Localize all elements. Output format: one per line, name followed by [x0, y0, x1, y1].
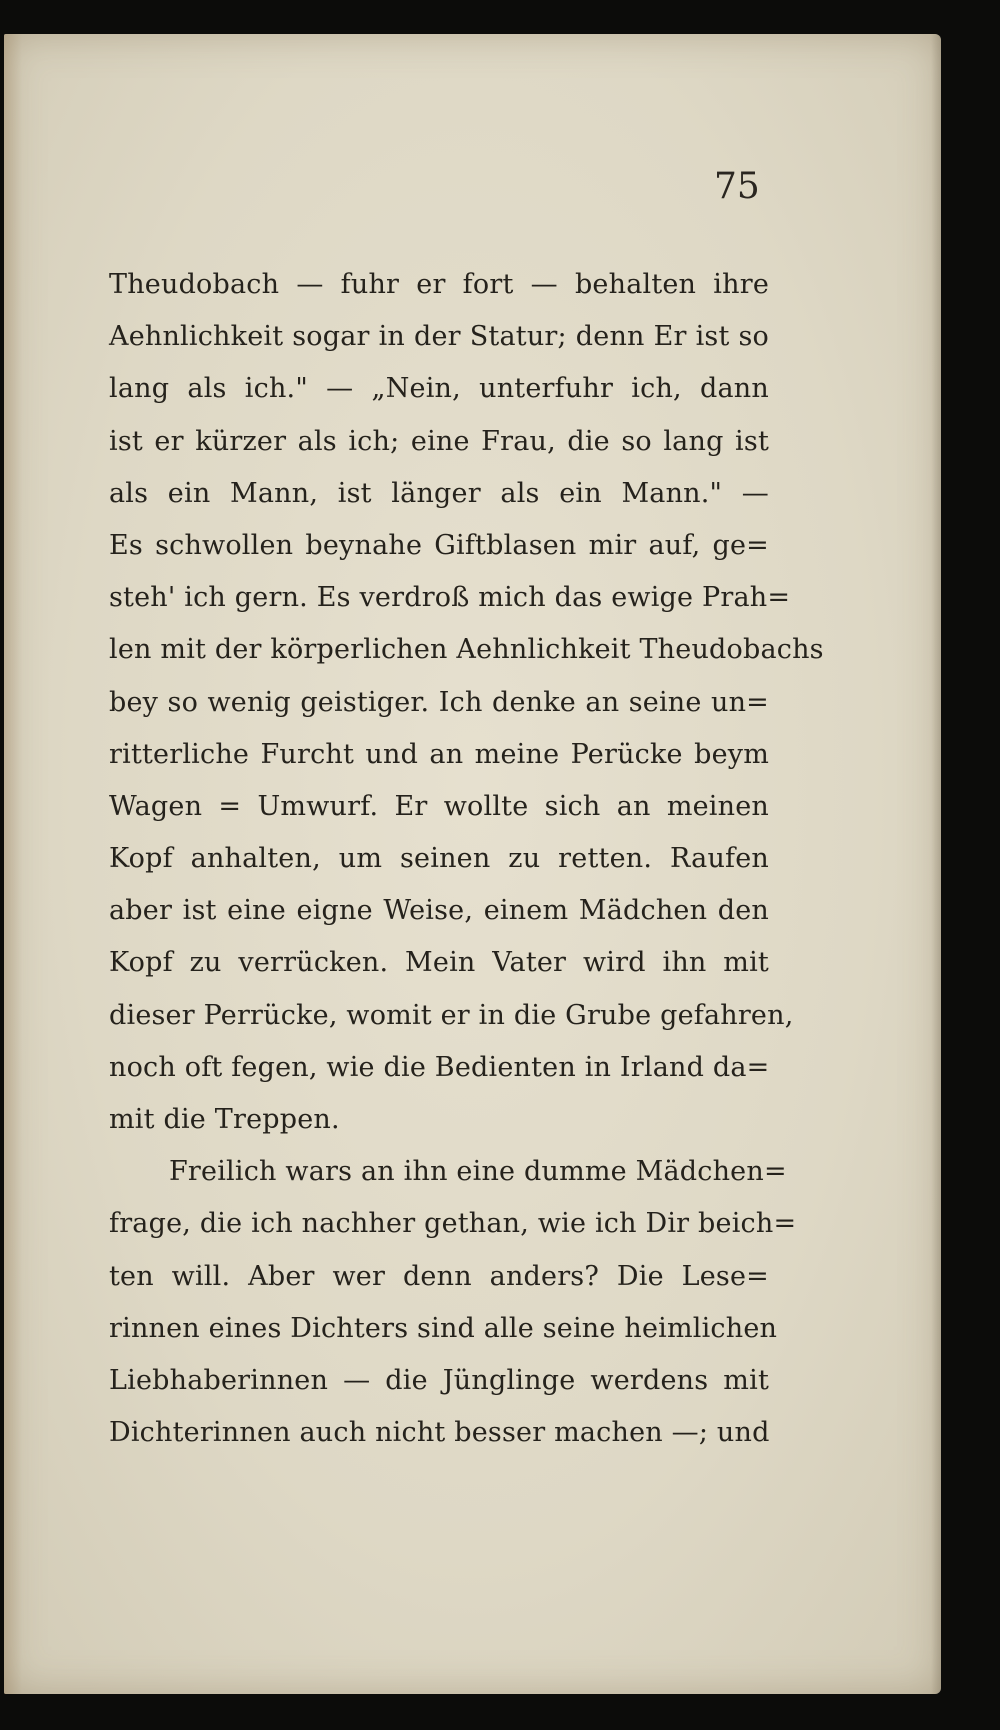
text-line: aber ist eine eigne Weise, einem Mädchen den	[109, 895, 769, 927]
text-line: Es schwollen beynahe Giftblasen mir auf, ge=	[109, 529, 769, 561]
body-text	[109, 259, 824, 1459]
text-line: als ein Mann, ist länger als ein Mann." —	[109, 477, 769, 509]
text-line: mit die Treppen.	[109, 1104, 340, 1135]
text-line: ten will. Aber wer denn anders? Die Lese=	[109, 1260, 769, 1292]
text-line: noch oft fegen, wie die Bedienten in Irland da=	[109, 1051, 770, 1083]
paragraph-start-line: Freilich wars an ihn eine dumme Mädchen=	[169, 1156, 787, 1188]
text-line: Aehnlichkeit sogar in der Statur; denn Er ist so	[109, 321, 769, 353]
text-line: ist er kürzer als ich; eine Frau, die so lang ist	[109, 425, 769, 457]
text-line: Kopf zu verrücken. Mein Vater wird ihn mit	[109, 947, 769, 979]
text-line: rinnen eines Dichters sind alle seine heimlichen	[109, 1312, 778, 1344]
book-page	[4, 34, 941, 1694]
text-line: frage, die ich nachher gethan, wie ich Dir beich=	[109, 1208, 797, 1240]
text-line: Wagen = Umwurf. Er wollte sich an meinen	[109, 790, 769, 822]
text-line: lang als ich." — „Nein, unterfuhr ich, dann	[109, 373, 769, 405]
text-line: bey so wenig geistiger. Ich denke an seine un=	[109, 686, 769, 718]
text-line: Dichterinnen auch nicht besser machen —; und	[109, 1417, 770, 1449]
text-line: ritterliche Furcht und an meine Perücke beym	[109, 738, 769, 770]
text-line: steh' ich gern. Es verdroß mich das ewige Prah=	[109, 582, 791, 614]
page-number: 75	[714, 166, 760, 207]
text-line: dieser Perrücke, womit er in die Grube gefahren,	[109, 999, 794, 1031]
page-edge	[931, 34, 941, 1694]
text-line: Liebhaberinnen — die Jünglinge werdens mit	[109, 1364, 769, 1396]
page-stain	[4, 34, 22, 1694]
text-line: Theudobach — fuhr er fort — behalten ihre	[109, 269, 769, 300]
text-line: Kopf anhalten, um seinen zu retten. Raufen	[109, 843, 769, 875]
text-line: len mit der körperlichen Aehnlichkeit Theudobachs	[109, 634, 824, 666]
